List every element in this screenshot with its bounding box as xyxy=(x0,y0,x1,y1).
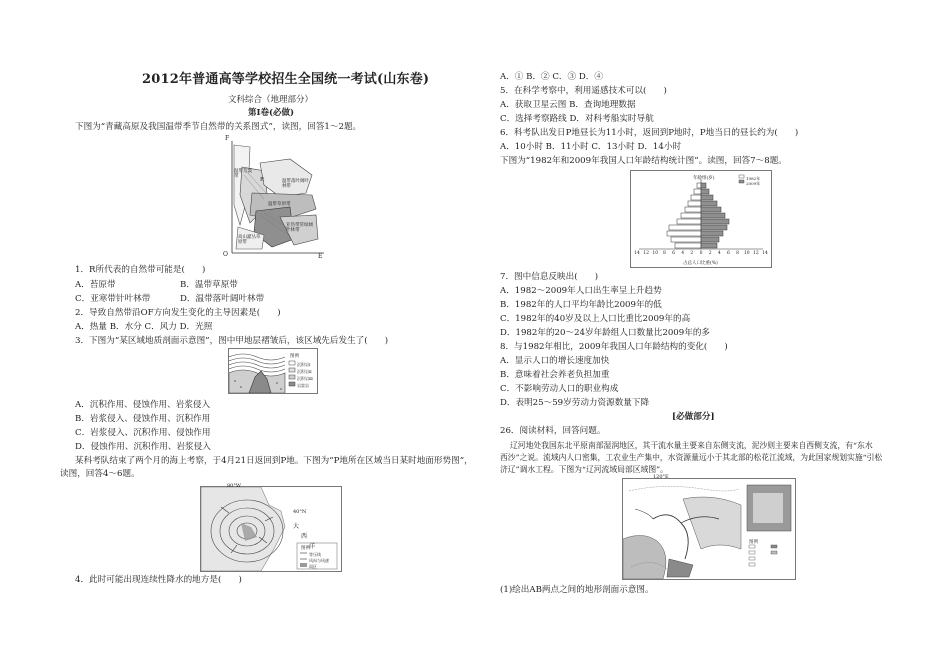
fig7-tick-label: 12 xyxy=(643,251,650,256)
axis-label-o: O xyxy=(223,251,228,258)
figure-weather-map xyxy=(200,483,342,572)
fig7-tick-label: 2 xyxy=(708,251,712,256)
fig7-legend-2009: 2009年 xyxy=(746,181,761,186)
question-intro-1-2: 下图为“青藏高原及我国温带季节自然带的关系图式”，读图，回答1～2题。 xyxy=(75,122,362,132)
q8-option-c: C．不影响劳动人口的职业构成 xyxy=(500,384,619,394)
q3-option-c: C．岩浆侵入、沉积作用、侵蚀作用 xyxy=(75,428,211,438)
axis-label-f: F xyxy=(225,135,230,142)
exam-title: 2012年普通高等学校招生全国统一考试(山东卷) xyxy=(142,72,430,87)
fig7-age-label: 年龄组(岁) xyxy=(693,176,715,181)
question-8: 8．与1982年相比，2009年我国人口年龄结构的变化( ) xyxy=(500,342,728,352)
fig4-legend-1: 等压线 xyxy=(309,552,321,557)
question-26: 26．阅读材料，回答问题。 xyxy=(500,426,606,436)
fig26-legend-title: 图例 xyxy=(749,540,758,545)
q7-option-b: B．1982年的人口平均年龄比2009年的低 xyxy=(500,300,662,310)
question-intro-7-8: 下图为“1982年和2009年我国人口年龄结构统计图”。读图，回答7～8题。 xyxy=(500,156,787,166)
q6-options: A．10小时 B．11小时 C．13小时 D．14小时 xyxy=(500,142,682,152)
fig7-tick-label: 8 xyxy=(662,251,666,256)
fig7-tick-label: 2 xyxy=(690,251,694,256)
zone-label-r: R xyxy=(260,177,265,183)
fig7-tick-label: 0 xyxy=(699,251,703,256)
fig4-longitude: 80°W xyxy=(227,483,242,489)
q7-option-c: C．1982年的40岁及以上人口比重比2009年的高 xyxy=(500,314,691,324)
question-6: 6．科考队出发日P地昼长为11小时，返回到P地时，P地当日的昼长约为( ) xyxy=(500,128,799,138)
question-3: 3．下图为“某区域地质剖面示意图”，图中甲地层褶皱后，该区域先后发生了( ) xyxy=(75,336,389,346)
fig7-tick-label: 4 xyxy=(681,251,685,256)
fig7-tick-label: 6 xyxy=(672,251,675,256)
fig3-legend-3: 沉积岩Ⅲ xyxy=(297,376,313,381)
question-7: 7．图中信息反映出( ) xyxy=(500,272,599,282)
q8-option-d: D．表明25～59岁劳动力资源数量下降 xyxy=(500,398,650,408)
q3-option-a: A．沉积作用、侵蚀作用、岩浆侵入 xyxy=(75,400,211,410)
section-heading-2: [必做部分] xyxy=(672,412,715,422)
q1-option-a: A．苔原带 xyxy=(75,280,116,290)
q7-option-a: A．1982～2009年人口出生率呈上升趋势 xyxy=(500,286,662,296)
q7-option-d: D．1982年的20～24岁年龄组人口数量比2009年的多 xyxy=(500,328,711,338)
q3-option-d: D．侵蚀作用、沉积作用、岩浆侵入 xyxy=(75,442,211,452)
q2-options: A．热量 B．水分 C．风力 D．光照 xyxy=(75,322,213,332)
fig7-xlabel: 占总人口比重(%) xyxy=(683,261,718,266)
fig3-legend-title: 图例 xyxy=(290,354,299,359)
fig3-legend-2: 沉积岩Ⅱ xyxy=(297,369,312,374)
fig4-ocean-2: 西 xyxy=(301,533,308,540)
fig4-latitude: 40°N xyxy=(293,509,307,515)
question-intro-4-6-line1: 某科考队结束了两个月的海上考察，于4月21日返回到P地。下图为“P地所在区域当日某时地面形势图”， xyxy=(75,456,473,466)
fig7-legend-1982: 1982年 xyxy=(746,176,761,181)
fig7-tick-label: 10 xyxy=(743,251,750,256)
zone-label-broadleaf: 温带落叶阔叶林带 xyxy=(282,179,309,189)
q5-options-cd: C．选择考察路线 D．对科考船实时导航 xyxy=(500,114,654,124)
zone-label-alpine: 高山灌丛草原带 xyxy=(238,235,261,245)
question-2: 2．导致自然带沿OF方向发生变化的主导因素是( ) xyxy=(75,308,281,318)
fig4-legend-3: 雨区 xyxy=(309,564,317,569)
section-heading-1: 第Ⅰ卷(必做) xyxy=(248,108,295,118)
fig7-tick-label: 4 xyxy=(717,251,721,256)
question-intro-4-6-line2: 读图，回答4～6题。 xyxy=(60,469,140,479)
q8-option-b: B．意味着社会养老负担加重 xyxy=(500,370,610,380)
axis-label-e: E xyxy=(318,253,323,260)
zone-label-grassland: 温带草原带 xyxy=(268,202,291,207)
figure-population-pyramid xyxy=(630,170,772,268)
q1-option-d: D．温带落叶阔叶林带 xyxy=(180,294,265,304)
q1-option-b: B．温带草原带 xyxy=(180,280,238,290)
fig7-tick-label: 14 xyxy=(762,251,768,256)
zone-label-subtropical: 亚热带常绿阔叶林带 xyxy=(286,223,313,233)
q1-option-c: C．亚寒带针叶林带 xyxy=(75,294,151,304)
fig3-legend-1: 沉积岩Ⅰ xyxy=(297,362,311,367)
q3-option-b: B．岩浆侵入、侵蚀作用、沉积作用 xyxy=(75,414,211,424)
question-1: 1．R所代表的自然带可能是( ) xyxy=(75,265,206,275)
fig4-legend-2: 风向与风速 xyxy=(309,558,329,563)
question-4: 4．此时可能出现连续性降水的地方是( ) xyxy=(75,575,242,585)
q8-option-a: A．显示人口的增长速度加快 xyxy=(500,356,610,366)
fig7-tick-label: 12 xyxy=(752,251,759,256)
question-5: 5．在科学考察中，利用遥感技术可以( ) xyxy=(500,86,667,96)
q26-paragraph-line2: 西沙”之说。流域内人口密集，工农业生产集中，水资源量远小于其北部的松花江流域，为此国家规划实施“引松 xyxy=(500,453,883,462)
fig7-tick-labels xyxy=(634,251,768,258)
fig4-ocean-1: 大 xyxy=(293,523,300,530)
fig4-ocean-3: 洋 xyxy=(309,543,316,550)
fig7-tick-label: 6 xyxy=(726,251,730,256)
figure-liao-river-map xyxy=(622,474,796,580)
figure-natural-zones xyxy=(220,135,330,260)
figure-geological-section xyxy=(228,348,318,394)
zone-label-desert: 温带荒漠带 xyxy=(234,169,252,179)
fig4-legend-title: 图例 xyxy=(301,546,310,551)
fig7-tick-label: 14 xyxy=(634,251,640,256)
fig26-longitude: 120°E xyxy=(653,474,669,480)
q26-paragraph-line3: 济辽”调水工程。下图为“辽河流域局部区域图”。 xyxy=(500,465,668,474)
q5-options-ab: A．获取卫星云图 B．查询地理数据 xyxy=(500,100,636,110)
fig7-tick-label: 8 xyxy=(736,251,739,256)
q4-options: A．① B．② C．③ D．④ xyxy=(500,72,603,82)
q26-subquestion-1: (1)绘出AB两点之间的地形剖面示意图。 xyxy=(500,585,654,595)
fig7-tick-label: 10 xyxy=(652,251,659,256)
exam-subtitle: 文科综合（地理部分） xyxy=(228,95,314,105)
q26-paragraph-line1: 辽河地处我国东北平原南部湿润地区，其干流水量主要来自东侧支流，泥沙则主要来自西侧支流，有“东水 xyxy=(510,441,873,450)
fig3-legend-4: 岩浆岩 xyxy=(297,383,309,388)
